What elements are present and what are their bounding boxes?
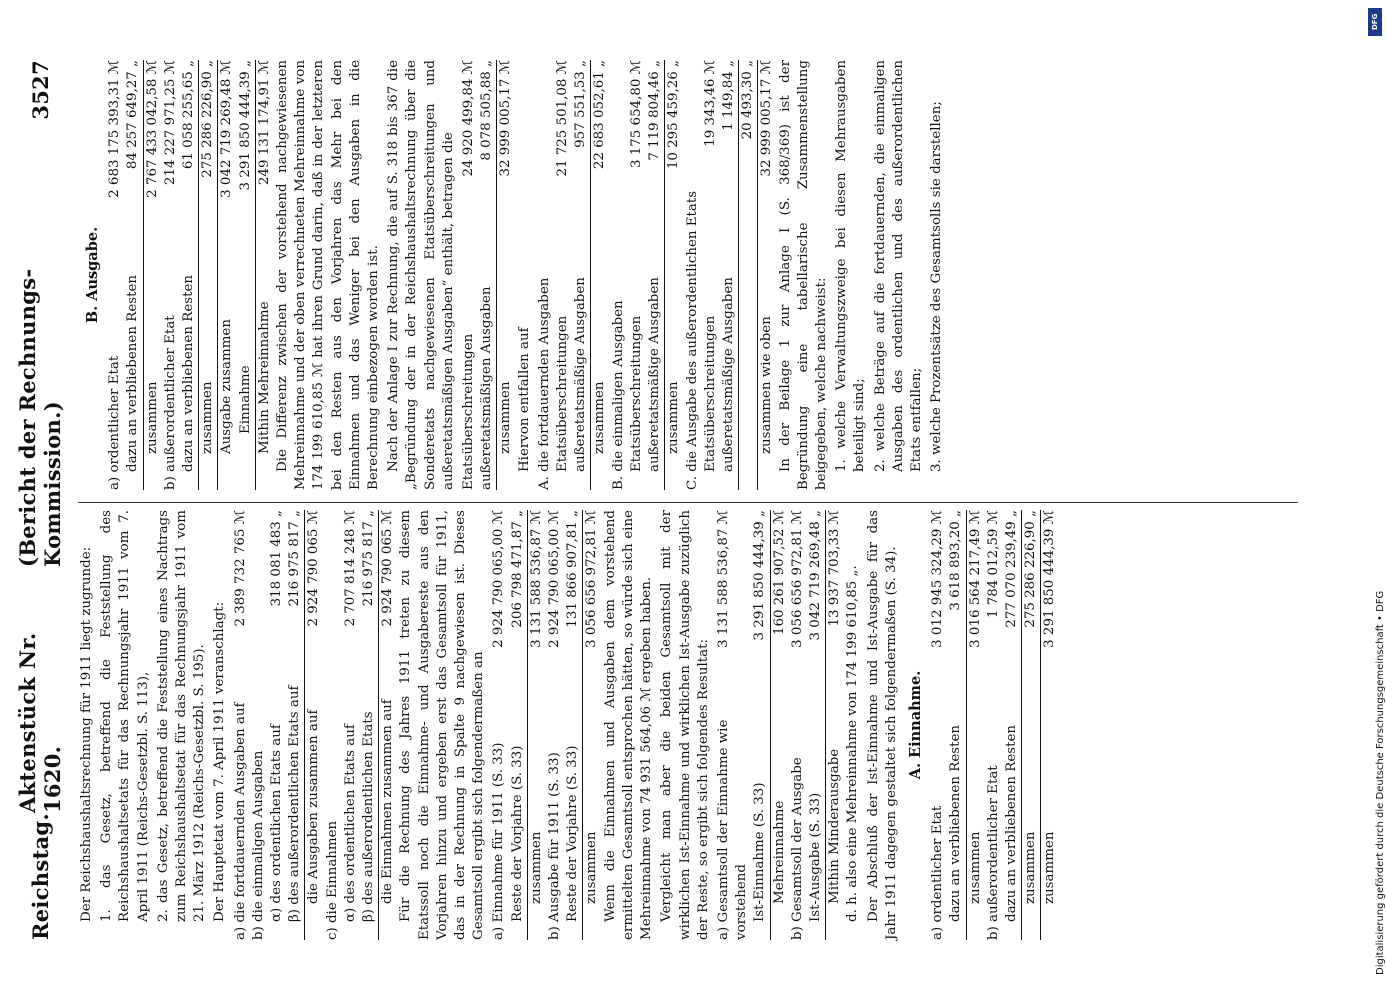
paragraph-mehreinnahme: Wenn die Einnahmen und Ausgaben dem vorstehend ermittelten Gesamtsoll entsprochen hätten, so würde sich eine Mehreinnahme von 74 931 564,06 ℳ ergeben haben.	[602, 510, 655, 940]
row-fa-ue	[554, 60, 572, 490]
column-divider	[78, 502, 1298, 503]
label: Reste der Vorjahre (S. 33)	[565, 745, 581, 922]
digitization-credit: Digitalisierung gefördert durch die Deutsche Forschungsgemeinschaft • DFG	[1375, 590, 1386, 975]
row-b-beta	[286, 510, 304, 940]
label: Mehreinnahme	[771, 800, 787, 904]
row-ue-sum	[496, 60, 515, 490]
row-c-sum	[378, 510, 397, 940]
value: 2 707 814 248 ℳ	[342, 510, 358, 627]
value: 3 291 850 444,39 „	[237, 60, 253, 191]
label: a) Einnahme für 1911 (S. 33)	[491, 742, 507, 940]
value: 3 056 656 972,81 ℳ	[789, 510, 805, 648]
label: α) des ordentlichen Etats auf	[342, 724, 358, 922]
row-oa-rest	[124, 60, 142, 490]
value: 275 286 226,90 „	[1023, 510, 1039, 628]
right-column	[78, 60, 948, 490]
row-ina-sum	[966, 510, 985, 940]
header-left: Reichstag.	[27, 813, 53, 940]
header-title: (Bericht der Rechnungs-Kommission.)	[15, 268, 65, 568]
label: zusammen	[666, 381, 682, 454]
row-ob-rest	[180, 60, 198, 490]
left-column	[78, 510, 1060, 940]
law-item-1: 1. das Gesetz, betreffend die Feststellung des Reichshaushaltsetats für das Rechnungsjahr 1911 vom 7. April 1911 (Reichs-Gesetzbl. S. 113),	[99, 510, 151, 922]
row-eb-sum	[582, 510, 601, 940]
label: c) die Einnahmen	[324, 820, 340, 940]
label: a) die fortdauernden Ausgaben auf	[232, 702, 248, 940]
value: 8 078 505,88 „	[479, 60, 495, 161]
paragraph-anlage: Nach der Anlage I zur Rechnung, die auf S. 318 bis 367 die „Begründung der in der Reichshaushaltsrechnung über die Sonderetats nachgewiesenen Etatsüberschreitungen und außeretatsmäßigen Ausgaben“ enthält, betragen die	[386, 60, 456, 490]
row-rb-minder	[825, 510, 844, 940]
row-aus-total	[217, 60, 236, 490]
value: 3 016 564 217,49 ℳ	[967, 510, 983, 648]
row-rb-ist	[807, 510, 825, 940]
header-center: Aktenstück Nr. 1620.	[15, 632, 65, 814]
value: 13 937 703,33 ℳ	[827, 510, 843, 627]
list-item-2: 2. welche Beträge auf die fortdauernden, die einmaligen Ausgaben des ordentlichen und des außerordentlichen Etats entfallen;	[872, 60, 924, 472]
row-ob	[162, 60, 180, 490]
label: zusammen	[584, 831, 600, 904]
row-b	[250, 510, 268, 940]
label: außeretatsmäßigen Ausgaben	[479, 286, 495, 490]
value: 19 343,46 ℳ	[702, 60, 718, 147]
row-inb-rest	[1003, 510, 1021, 940]
page-header	[15, 60, 65, 940]
value: 20 493,30 „	[740, 60, 756, 140]
row-ac-ae	[720, 60, 738, 490]
label: Einnahme	[237, 365, 253, 434]
label: zusammen	[528, 831, 544, 904]
row-b-alpha	[268, 510, 286, 940]
dfg-logo-icon: DFG	[1368, 8, 1382, 36]
value: 3 056 656 972,81 ℳ	[584, 510, 600, 648]
value: 3 618 893,20 „	[948, 510, 964, 611]
row-inb	[985, 510, 1003, 940]
row-oa-sum	[143, 60, 162, 490]
row-ue	[460, 60, 478, 490]
label: dazu an verbliebenen Resten	[125, 274, 141, 472]
row-ea	[490, 510, 508, 940]
label: Etatsüberschreitungen	[628, 315, 644, 472]
label: außeretatsmäßige Ausgaben	[647, 277, 663, 472]
label: Reste der Vorjahre (S. 33)	[509, 745, 525, 922]
value: 2 767 433 042,58 ℳ	[144, 60, 160, 198]
row-ac	[684, 60, 702, 490]
row-eb-ae	[646, 60, 664, 490]
value: 1 784 012,59 ℳ	[985, 510, 1001, 619]
row-total	[757, 60, 776, 490]
value: 318 081 483 „	[269, 510, 285, 607]
value: 275 286 226,90 „	[200, 60, 216, 178]
heading-ausgabe: B. Ausgabe.	[84, 226, 101, 324]
value: 3 175 654,80 ℳ	[628, 60, 644, 169]
label: b) die einmaligen Ausgaben	[250, 750, 266, 940]
row-ra-mehr	[770, 510, 789, 940]
label: b) Gesamtsoll der Ausgabe	[789, 757, 805, 940]
value: 61 058 255,65 „	[181, 60, 197, 170]
value: 84 257 649,27 „	[125, 60, 141, 170]
row-eb-rest	[564, 510, 582, 940]
label: α) des ordentlichen Etats auf	[269, 724, 285, 922]
value: 214 227 971,25 ℳ	[162, 60, 178, 186]
label: Mithin Mehreinnahme	[256, 301, 272, 454]
row-eb-ue	[628, 60, 646, 490]
row-rb	[789, 510, 807, 940]
intro-text: Der Reichshaushaltsrechnung für 1911 liegt zugrunde:	[79, 546, 94, 922]
label: B. die einmaligen Ausgaben	[610, 300, 626, 490]
row-eb	[546, 510, 564, 940]
label: b) außerordentlicher Etat	[985, 765, 1001, 940]
value: 3 291 850 444,39 „	[752, 510, 768, 641]
label: Ist-Einnahme (S. 33)	[752, 782, 768, 922]
label: die Einnahmen zusammen auf	[380, 699, 396, 904]
row-c-alpha	[342, 510, 360, 940]
label: Mithin Minderausgabe	[827, 748, 843, 904]
label: Etatsüberschreitungen	[555, 315, 571, 472]
value: 2 924 790 065,00 ℳ	[491, 510, 507, 648]
label: a) ordentlicher Etat	[930, 805, 946, 940]
label: dazu an verbliebenen Resten	[181, 274, 197, 472]
row-fa-ae	[572, 60, 590, 490]
label: b) Ausgabe für 1911 (S. 33)	[547, 752, 563, 940]
value: 3 042 719 269,48 „	[807, 510, 823, 641]
paragraph-beilage: In der Beilage 1 zur Anlage I (S. 368/369) ist der Begründung eine tabellarische Zusammenstellung beigegeben, welche nachweist:	[777, 60, 829, 490]
label: zusammen	[1042, 831, 1058, 904]
paragraph-abschluss: Der Abschluß der Ist-Einnahme und Ist-Ausgabe für das Jahr 1911 dagegen gestaltet sich folgendermaßen (S. 34).	[865, 510, 899, 940]
row-eb-sum	[664, 60, 683, 490]
value: 957 551,53 „	[573, 60, 589, 148]
paragraph-differenz: Die Differenz zwischen der vorstehend nachgewiesenen Mehreinnahme und der oben verrechneten Mehreinnahme von 174 199 610,85 ℳ hat ihren Grund darin, daß in der letzteren bei den Resten aus den Vorjahren das Mehr bei den Einnahmen und das Weniger bei den Ausgaben in die Berechnung einbezogen worden ist.	[275, 60, 382, 490]
label: zusammen	[967, 831, 983, 904]
value: 3 291 850 444,39 ℳ	[1042, 510, 1058, 648]
label: β) des außerordentlichen Etats auf	[287, 685, 303, 922]
row-ina-rest	[947, 510, 965, 940]
row-ea-rest	[509, 510, 527, 940]
label: zusammen	[498, 381, 514, 454]
label: die Ausgaben zusammen auf	[306, 709, 322, 904]
value: 10 295 459,26 „	[666, 60, 682, 170]
value: 7 119 804,46 „	[647, 60, 663, 161]
value: 3 042 719 269,48 ℳ	[219, 60, 235, 198]
value: 1 149,84 „	[720, 60, 736, 131]
label: Etatsüberschreitungen	[461, 333, 477, 490]
value: 2 924 790 065 ℳ	[306, 510, 322, 627]
label	[739, 139, 757, 454]
value: 22 683 052,61 „	[592, 60, 608, 170]
label: Ausgabe zusammen	[219, 319, 235, 454]
law-item-2: 2. das Gesetz, betreffend die Feststellung eines Nachtrags zum Reichshaushaltsetat für das Rechnungsjahr 1911 vom 21. März 1912 (Reichs-Gesetzbl. S. 195).	[155, 510, 208, 922]
value: 216 975 817 „	[287, 510, 303, 607]
value: 3 131 588 536,87 ℳ	[715, 510, 731, 648]
value: 2 924 790 065,00 ℳ	[547, 510, 563, 648]
list-item-3: 3. welche Prozentsätze des Gesamtsolls sie darstellen;	[929, 101, 945, 472]
value: 216 975 817 „	[361, 510, 377, 607]
value: 160 261 907,52 ℳ	[771, 510, 787, 636]
row-eb	[610, 60, 628, 490]
label: außeretatsmäßige Ausgaben	[573, 277, 589, 472]
label: dazu an verbliebenen Resten	[948, 724, 964, 922]
value: 277 070 239,49 „	[1003, 510, 1019, 628]
heading-einnahme: A. Einnahme.	[906, 670, 924, 780]
hiervon-text: Hiervon entfallen auf	[516, 327, 532, 472]
row-ae	[478, 60, 496, 490]
label: dazu an verbliebenen Resten	[1003, 724, 1019, 922]
value: 24 920 499,84 ℳ	[461, 60, 477, 177]
label: zusammen	[1023, 831, 1039, 904]
value: 2 389 732 765 ℳ	[232, 510, 248, 627]
label: β) des außerordentlichen Etats	[361, 711, 377, 922]
row-ac-ue	[702, 60, 720, 490]
row-mehr	[255, 60, 274, 490]
also-text: d. h. also eine Mehreinnahme von 174 199 610,85 „.	[845, 565, 861, 922]
label: b) außerordentlicher Etat	[162, 315, 178, 490]
label: a) ordentlicher Etat	[107, 355, 123, 490]
row-ea-sum	[527, 510, 546, 940]
label: zusammen	[592, 381, 608, 454]
list-item-1: 1. welche Verwaltungszweige bei diesen Mehrausgaben beteiligt sind;	[834, 60, 868, 472]
value: 249 131 174,91 ℳ	[256, 60, 272, 186]
label: zusammen	[200, 381, 216, 454]
row-b-sum	[304, 510, 323, 940]
label: außeretatsmäßige Ausgaben	[720, 277, 736, 472]
row-ob-sum	[198, 60, 217, 490]
row-c-beta	[360, 510, 378, 940]
value: 2 683 175 393,31 ℳ	[107, 60, 123, 198]
value: 32 999 005,17 ℳ	[759, 60, 775, 177]
label: Etatsüberschreitungen	[702, 315, 718, 472]
row-a	[232, 510, 250, 940]
paragraph-vergleich: Vergleicht man aber die beiden Gesamtsoll mit der wirklichen Ist-Einnahme und wirklichen Ist-Ausgabe zuzüglich der Reste, so ergibt sich folgendes Resultat:	[659, 510, 711, 940]
row-fa	[536, 60, 554, 490]
row-ra	[715, 510, 751, 940]
row-in-total	[1040, 510, 1059, 940]
row-ein	[237, 60, 255, 490]
value: 21 725 501,08 ℳ	[555, 60, 571, 177]
hauptetat-text: Der Hauptetat vom 7. April 1911 veranschlagt:	[212, 601, 228, 922]
label: zusammen	[144, 381, 160, 454]
value: 131 866 907,81 „	[565, 510, 581, 628]
label: a) Gesamtsoll der Einnahme wie vorstehend	[715, 719, 750, 940]
value: 3 131 588 536,87 ℳ	[528, 510, 544, 648]
row-ac-val	[738, 60, 757, 490]
row-fa-sum	[590, 60, 609, 490]
value: 32 999 005,17 ℳ	[498, 60, 514, 177]
value: 3 012 945 324,29 ℳ	[930, 510, 946, 648]
label: C. die Ausgabe des außerordentlichen Etats	[684, 190, 700, 490]
row-oa	[106, 60, 124, 490]
row-ra-ist	[751, 510, 769, 940]
page-number: 3527	[27, 60, 53, 120]
label: A. die fortdauernden Ausgaben	[536, 277, 552, 490]
value: 2 924 790 065 ℳ	[380, 510, 396, 627]
value: 206 798 471,87 „	[509, 510, 525, 628]
label: Ist-Ausgabe (S. 33)	[807, 792, 823, 922]
row-inb-sum	[1021, 510, 1040, 940]
row-ina	[929, 510, 947, 940]
label: zusammen wie oben	[759, 316, 775, 454]
paragraph-gesamtsoll: Für die Rechnung des Jahres 1911 treten zu diesem Etatssoll noch die Einnahme- und Ausgabereste aus den Vorjahren hinzu und ergeben erst das Gesamtsoll für 1911, das in der Rechnung in Spalte 9 nachgewiesen ist. Dieses Gesamtsoll ergibt sich folgendermaßen an	[398, 510, 487, 940]
row-c	[324, 510, 342, 940]
